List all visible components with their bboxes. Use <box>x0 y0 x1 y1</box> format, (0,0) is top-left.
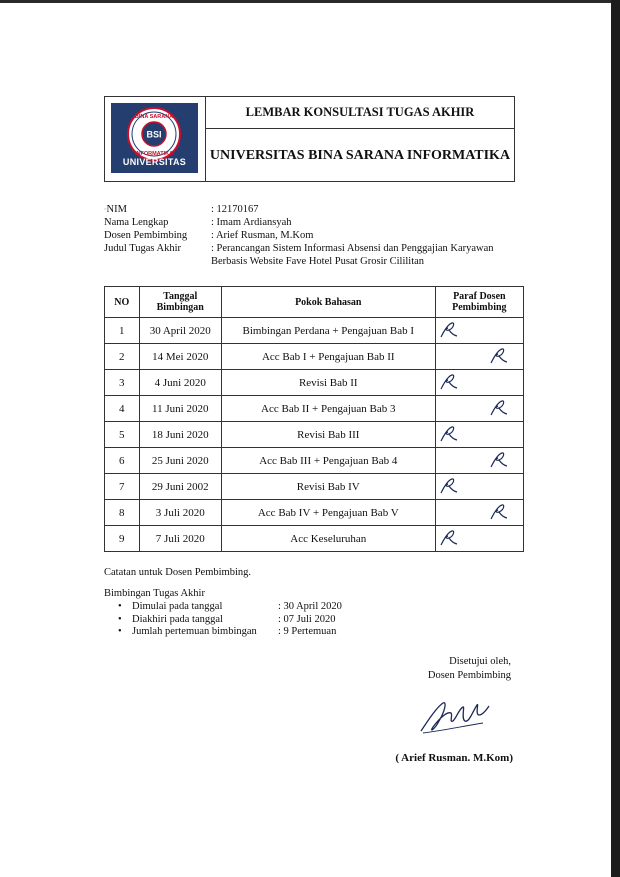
info-row-title <box>104 242 511 268</box>
summary-value: : 9 Pertemuan <box>278 626 337 637</box>
info-label-title: Judul Tugas Akhir <box>104 243 182 254</box>
summary-list <box>104 601 342 639</box>
cell-topic: Acc Bab IV + Pengajuan Bab V <box>221 500 435 526</box>
table-row <box>105 500 524 526</box>
paraf-signature-icon <box>439 529 459 547</box>
cell-topic: Revisi Bab III <box>221 422 435 448</box>
cell-no: 4 <box>105 396 140 422</box>
logo-top-text: BINA SARANA <box>134 114 174 120</box>
summary-value: : 07 Juli 2020 <box>278 613 336 625</box>
cell-topic: Revisi Bab IV <box>221 474 435 500</box>
advisor-signature-icon <box>415 697 495 739</box>
cell-topic: Acc Keseluruhan <box>221 526 435 552</box>
paraf-signature-icon <box>439 425 459 443</box>
summary-item <box>104 614 342 627</box>
paraf-signature-icon <box>489 399 509 417</box>
summary-title: Bimbingan Tugas Akhir <box>104 588 205 599</box>
stamp-mark-icon: ◦ <box>104 205 107 213</box>
page-edge-top <box>0 0 620 3</box>
header-date: Tanggal Bimbingan <box>139 287 221 318</box>
cell-date: 30 April 2020 <box>139 318 221 344</box>
cell-no: 3 <box>105 370 140 396</box>
cell-signature <box>435 474 523 500</box>
info-row-advisor <box>104 229 511 242</box>
table-row <box>105 396 524 422</box>
table-header-row <box>105 287 524 318</box>
cell-no: 2 <box>105 344 140 370</box>
info-row-nim <box>104 203 511 216</box>
cell-signature <box>435 500 523 526</box>
university-name: UNIVERSITAS BINA SARANA INFORMATIKA <box>209 147 511 163</box>
cell-signature <box>435 370 523 396</box>
info-label-name: Nama Lengkap <box>104 217 169 228</box>
logo-monogram: BSI <box>146 129 162 140</box>
header-no: NO <box>105 287 140 318</box>
summary-value: : 30 April 2020 <box>278 601 342 612</box>
table-row <box>105 344 524 370</box>
summary-label: Dimulai pada tanggal <box>132 601 223 612</box>
info-value-nim: : 12170167 <box>211 204 259 215</box>
paraf-signature-icon <box>489 451 509 469</box>
approval-line2: Dosen Pembimbing <box>427 670 511 681</box>
bullet-icon: • <box>118 626 122 637</box>
header-sign: Paraf Dosen Pembimbing <box>435 287 523 318</box>
table-row <box>105 422 524 448</box>
info-value-advisor: : Arief Rusman, M.Kom <box>211 230 314 241</box>
cell-no: 8 <box>105 500 140 526</box>
info-value-name: : Imam Ardiansyah <box>211 217 292 228</box>
cell-date: 7 Juli 2020 <box>139 526 221 552</box>
logo-bottom-text: INFORMATIKA <box>134 151 174 157</box>
table-row <box>105 448 524 474</box>
logo-word: UNIVERSITAS <box>122 157 187 167</box>
advisor-note: Catatan untuk Dosen Pembimbing. <box>104 567 251 578</box>
table-row <box>105 526 524 552</box>
info-value-title: : Perancangan Sistem Informasi Absensi dan Penggajian Karyawan Berbasis Website Fave Hotel Pusat Grosir Cililitan <box>211 243 494 267</box>
consultation-table <box>104 286 524 552</box>
cell-signature <box>435 448 523 474</box>
paraf-signature-icon <box>439 373 459 391</box>
info-row-name <box>104 216 511 229</box>
summary-item <box>104 626 342 639</box>
cell-topic: Revisi Bab II <box>221 370 435 396</box>
approver-name: ( Arief Rusman. M.Kom) <box>395 752 513 764</box>
approval-block <box>370 655 511 683</box>
student-info <box>104 203 511 268</box>
cell-no: 1 <box>105 318 140 344</box>
cell-date: 3 Juli 2020 <box>139 500 221 526</box>
cell-signature <box>435 396 523 422</box>
paraf-signature-icon <box>439 477 459 495</box>
cell-no: 6 <box>105 448 140 474</box>
cell-date: 4 Juni 2020 <box>139 370 221 396</box>
cell-date: 11 Juni 2020 <box>139 396 221 422</box>
summary-label: Jumlah pertemuan bimbingan <box>132 626 257 637</box>
cell-signature <box>435 344 523 370</box>
header-topic: Pokok Bahasan <box>221 287 435 318</box>
summary-item <box>104 601 342 614</box>
info-label <box>104 203 211 216</box>
cell-signature <box>435 318 523 344</box>
info-label-advisor: Dosen Pembimbing <box>104 230 188 241</box>
cell-topic: Bimbingan Perdana + Pengajuan Bab I <box>221 318 435 344</box>
header-box <box>104 96 515 182</box>
summary-label: Diakhiri pada tanggal <box>132 613 223 625</box>
cell-signature <box>435 422 523 448</box>
cell-date: 29 Juni 2002 <box>139 474 221 500</box>
bullet-icon: • <box>118 613 122 625</box>
bullet-icon: • <box>118 601 122 612</box>
cell-date: 14 Mei 2020 <box>139 344 221 370</box>
cell-topic: Acc Bab II + Pengajuan Bab 3 <box>221 396 435 422</box>
cell-no: 9 <box>105 526 140 552</box>
cell-signature <box>435 526 523 552</box>
cell-topic: Acc Bab III + Pengajuan Bab 4 <box>221 448 435 474</box>
info-label-nim: NIM <box>106 204 127 215</box>
paraf-signature-icon <box>439 321 459 339</box>
table-row <box>105 370 524 396</box>
table-row <box>105 474 524 500</box>
paraf-signature-icon <box>489 347 509 365</box>
paraf-signature-icon <box>489 503 509 521</box>
table-row <box>105 318 524 344</box>
cell-no: 5 <box>105 422 140 448</box>
cell-no: 7 <box>105 474 140 500</box>
table-body <box>105 318 524 552</box>
logo-cell <box>105 97 206 181</box>
approval-line1: Disetujui oleh, <box>449 656 511 667</box>
cell-date: 25 Juni 2020 <box>139 448 221 474</box>
page-edge-right <box>611 0 620 877</box>
form-title: LEMBAR KONSULTASI TUGAS AKHIR <box>206 97 514 129</box>
cell-date: 18 Juni 2020 <box>139 422 221 448</box>
cell-topic: Acc Bab I + Pengajuan Bab II <box>221 344 435 370</box>
